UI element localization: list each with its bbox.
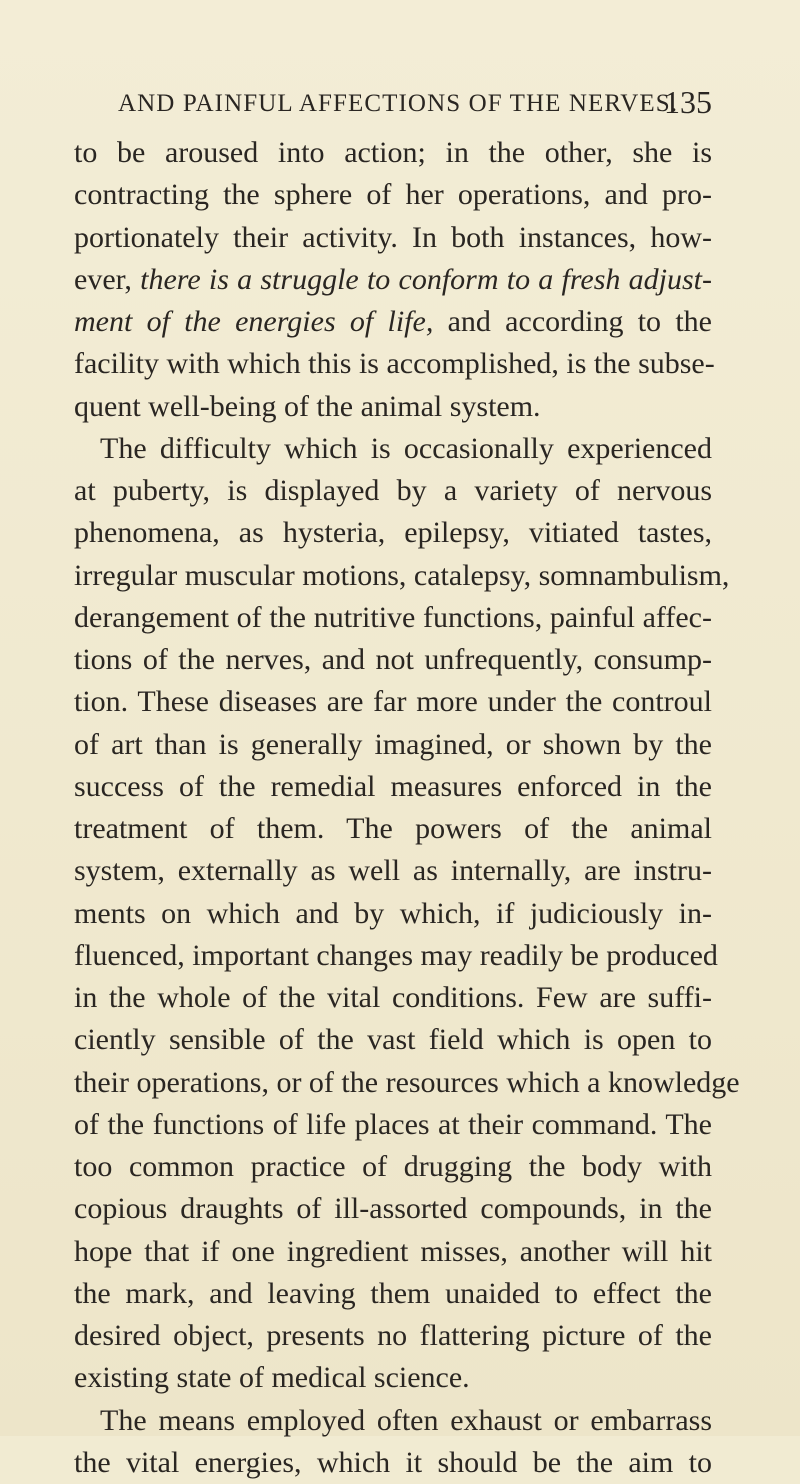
text-line <box>74 597 712 639</box>
text-line <box>74 1188 712 1230</box>
text-line <box>74 1062 740 1104</box>
text-segment: ever, <box>74 262 141 296</box>
text-line <box>74 217 712 259</box>
text-line <box>74 512 712 554</box>
text-line <box>74 470 712 512</box>
text-line <box>74 977 712 1019</box>
text-segment: ciently sensible of the vast field which is open to <box>74 1023 712 1057</box>
running-head <box>118 86 712 126</box>
text-segment: portionately their activity. In both instances, how- <box>74 220 712 254</box>
text-line <box>74 1104 712 1146</box>
running-title: AND PAINFUL AFFECTIONS OF THE NERVES. <box>118 90 679 117</box>
text-line <box>74 850 712 892</box>
text-segment: fluenced, important changes may readily be produced <box>74 938 718 972</box>
text-segment: tions of the nerves, and not unfrequently, consump- <box>74 643 712 676</box>
text-segment: copious draughts of ill-assorted compounds, in the <box>74 1192 712 1226</box>
text-segment: hope that if one ingredient misses, another will hit <box>74 1234 712 1268</box>
text-line <box>74 724 712 766</box>
text-line <box>74 893 712 935</box>
text-line <box>74 1357 712 1399</box>
text-line <box>74 174 712 216</box>
text-segment: existing state of medical science. <box>74 1361 470 1395</box>
text-segment: of art than is generally imagined, or shown by the <box>74 727 712 761</box>
text-line <box>74 1231 712 1273</box>
text-line <box>74 386 712 428</box>
text-line <box>74 1019 712 1061</box>
text-line <box>74 1442 712 1484</box>
text-segment: at puberty, is displayed by a variety of nervous <box>74 474 712 507</box>
text-line <box>74 808 712 850</box>
text-line <box>74 132 712 174</box>
text-segment: too common practice of drugging the body with <box>74 1150 712 1183</box>
italic-text-segment: there is a struggle to conform to a fresh adjust- <box>140 262 712 296</box>
text-segment: phenomena, as hysteria, epilepsy, vitiated tastes, <box>74 516 712 550</box>
text-segment: tion. These diseases are far more under the controul <box>74 685 712 719</box>
text-segment: treatment of them. The powers of the animal <box>74 812 712 845</box>
text-segment: The difficulty which is occasionally experienced <box>100 431 712 465</box>
text-segment: the mark, and leaving them unaided to effect the <box>74 1276 712 1310</box>
body-text <box>74 132 740 1484</box>
text-line <box>74 428 712 470</box>
text-segment: quent well-being of the animal system. <box>74 389 541 423</box>
text-segment: facility with which this is accomplished, is the subse- <box>74 347 715 381</box>
text-line <box>74 681 712 723</box>
text-line <box>74 343 715 385</box>
text-segment: derangement of the nutritive functions, painful affec- <box>74 600 712 634</box>
text-line <box>74 1315 712 1357</box>
text-segment: their operations, or of the resources which a knowledge <box>74 1065 740 1099</box>
text-line <box>74 259 712 301</box>
text-segment: system, externally as well as internally, are instru- <box>74 854 712 888</box>
text-line <box>74 766 712 808</box>
text-segment: in the whole of the vital conditions. Few are suffi- <box>74 981 712 1014</box>
text-segment: irregular muscular motions, catalepsy, somnambulism, <box>74 558 730 592</box>
text-line <box>74 1146 712 1188</box>
text-line <box>74 1273 712 1315</box>
text-segment: to be aroused into action; in the other, she is <box>74 136 712 169</box>
text-segment: desired object, presents no flattering picture of the <box>74 1319 712 1352</box>
text-segment: and according to the <box>433 305 712 338</box>
text-line <box>74 301 712 343</box>
text-segment: contracting the sphere of her operations, and pro- <box>74 178 712 212</box>
text-line <box>74 555 730 597</box>
text-line <box>74 935 718 977</box>
text-segment: of the functions of life places at their command. The <box>74 1107 712 1141</box>
text-line <box>74 639 712 681</box>
text-segment: success of the remedial measures enforced in the <box>74 769 712 803</box>
text-line <box>74 1400 712 1442</box>
text-segment: The means employed often exhaust or embarrass <box>100 1403 712 1437</box>
page-number: 135 <box>664 84 712 120</box>
text-segment: the vital energies, which it should be the aim to <box>74 1445 712 1479</box>
text-segment: ments on which and by which, if judiciously in- <box>74 896 712 930</box>
italic-text-segment: ment of the energies of life, <box>74 305 434 338</box>
